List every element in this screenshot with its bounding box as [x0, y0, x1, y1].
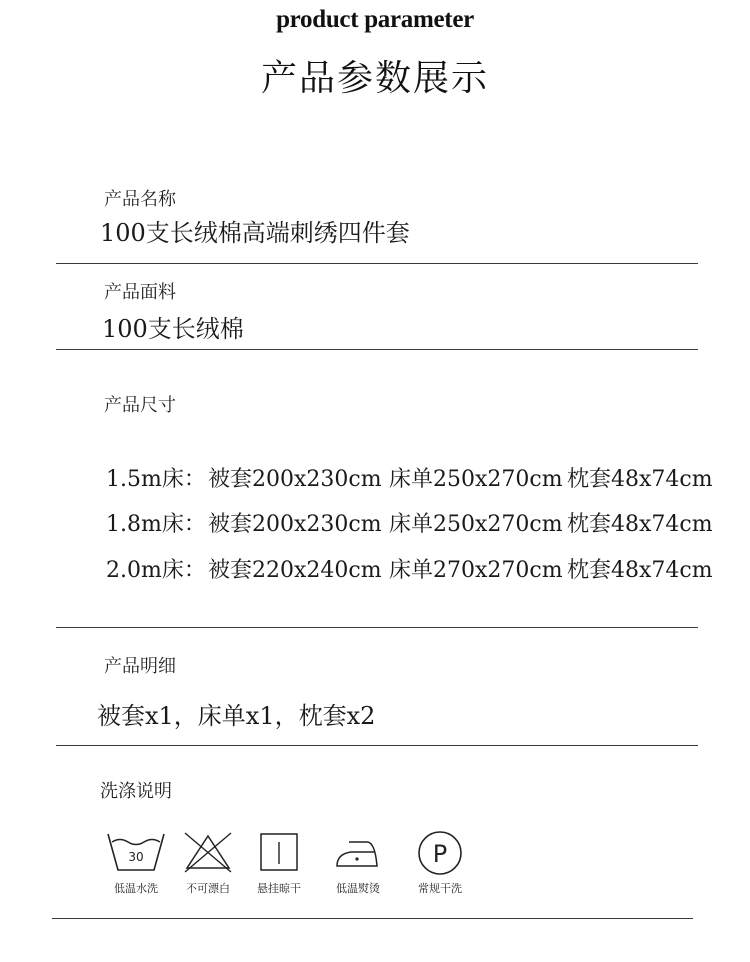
divider [56, 627, 698, 628]
dry-clean-p-icon [415, 830, 465, 878]
hang-dry-icon [257, 830, 301, 874]
care-item-dryclean [400, 830, 480, 896]
size-duvet: 被套200x230cm [208, 512, 382, 537]
divider [52, 918, 693, 919]
care-caption: 低温熨烫 [336, 882, 380, 895]
no-bleach-icon [181, 830, 235, 874]
divider [56, 263, 698, 264]
product-name-label: 产品名称 [104, 189, 176, 210]
size-sheet: 床单250x270cm [389, 467, 563, 492]
title-chinese: 产品参数展示 [260, 58, 489, 99]
wash-temp: 30 [128, 850, 144, 864]
care-item-iron [318, 830, 398, 896]
care-caption: 常规干洗 [418, 882, 462, 895]
size-bed: 2.0m床： [106, 558, 206, 583]
dry-clean-letter: P [432, 840, 448, 868]
low-iron-icon [331, 830, 385, 874]
size-row [106, 462, 713, 493]
care-label: 洗涤说明 [100, 781, 172, 802]
size-duvet: 被套200x230cm [208, 467, 382, 492]
product-name-value: 100支长绒棉高端刺绣四件套 [100, 219, 410, 247]
care-caption: 悬挂晾干 [257, 882, 301, 895]
size-row [106, 507, 713, 538]
product-detail-label: 产品明细 [104, 656, 176, 677]
size-bed: 1.5m床： [106, 467, 206, 492]
care-item-wash [96, 830, 176, 896]
care-caption: 低温水洗 [114, 882, 158, 895]
title-english: product parameter [276, 6, 474, 33]
size-sheet: 床单250x270cm [389, 512, 563, 537]
product-fabric-value: 100支长绒棉 [102, 315, 244, 343]
size-pillow: 枕套48x74cm [567, 512, 713, 537]
size-sheet: 床单270x270cm [389, 558, 563, 583]
divider [56, 349, 698, 350]
wash-30-icon [104, 830, 168, 874]
size-duvet: 被套220x240cm [208, 558, 382, 583]
size-pillow: 枕套48x74cm [567, 467, 713, 492]
care-item-bleach [168, 830, 248, 896]
size-pillow: 枕套48x74cm [567, 558, 713, 583]
size-bed: 1.8m床： [106, 512, 206, 537]
care-item-hang [239, 830, 319, 896]
size-row [106, 553, 713, 584]
care-caption: 不可漂白 [186, 882, 230, 895]
product-size-label: 产品尺寸 [104, 395, 176, 416]
product-fabric-label: 产品面料 [104, 282, 176, 303]
product-detail-value: 被套x1，床单x1，枕套x2 [97, 702, 376, 730]
divider [56, 745, 698, 746]
